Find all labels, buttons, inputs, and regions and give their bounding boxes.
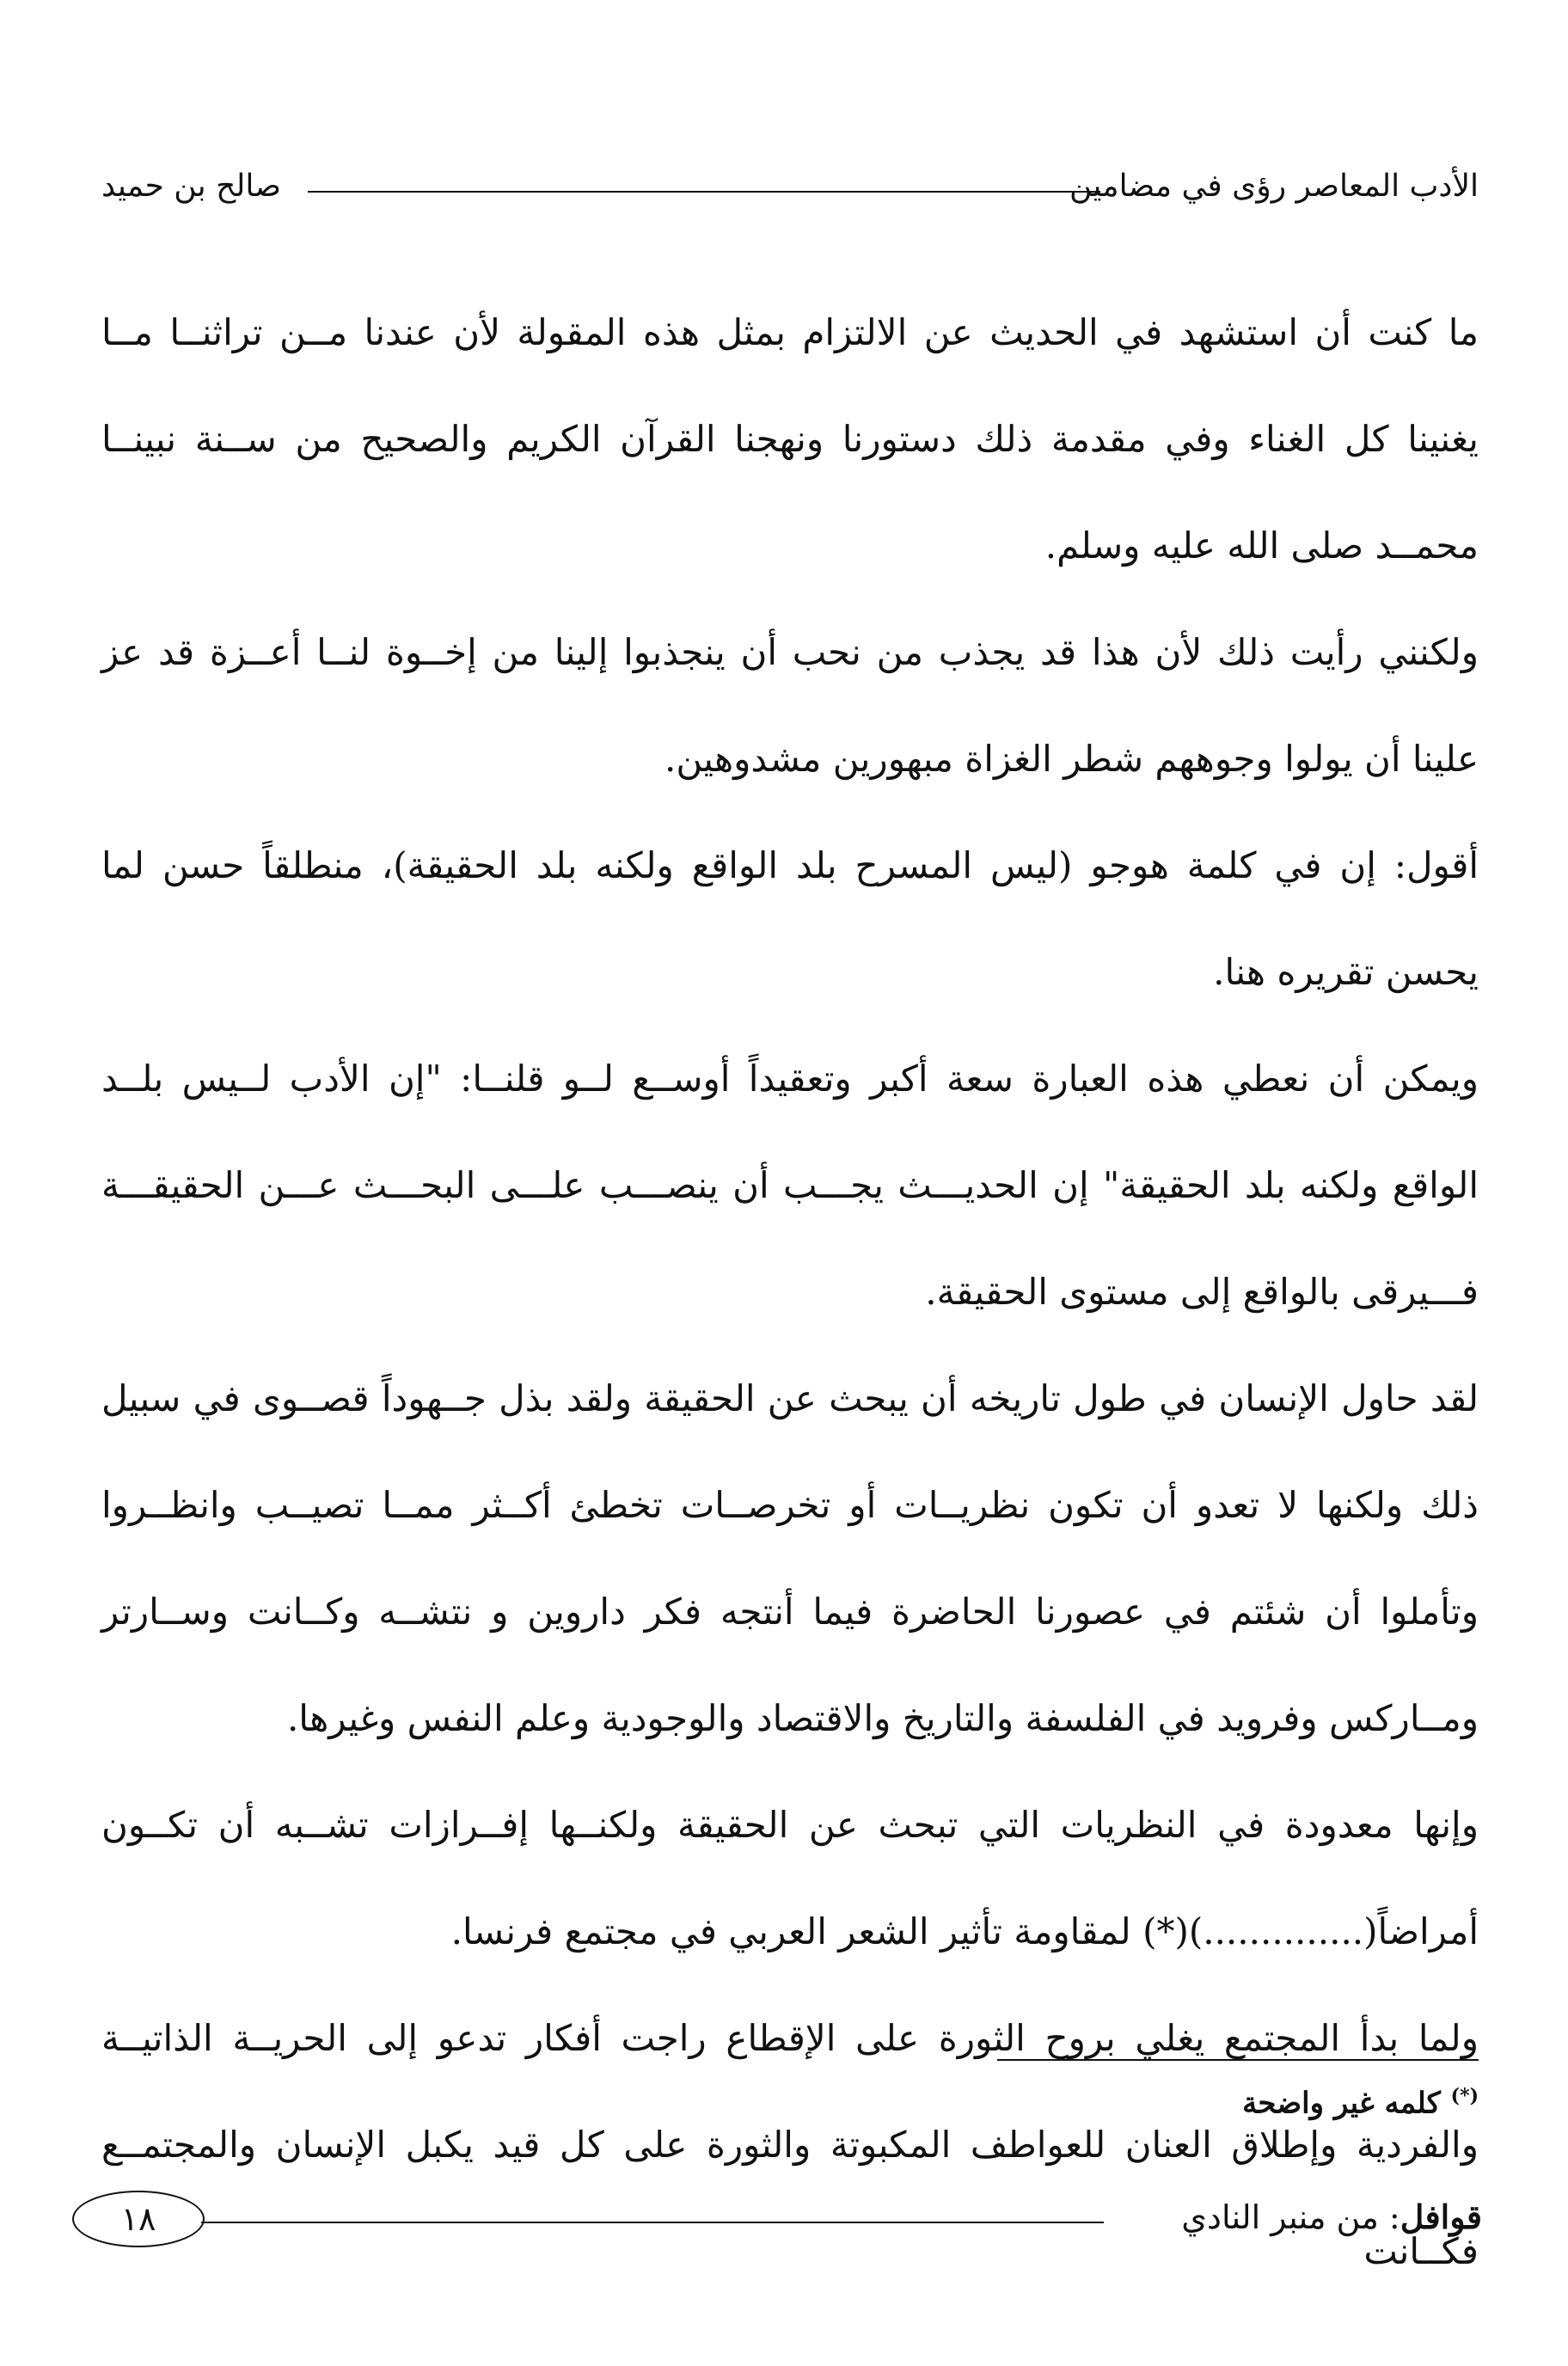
paragraph-1: ما كنت أن استشهد في الحديث عن الالتزام بمثل هذه المقولة لأن عندنا مــن تراثنــا مــا يغنينا كل الغناء وفي مقدمة ذلك دستورنا ونهجنا القرآن الكريم والصحيح من ســنة نبينــا محمــد صلى الله عليه وسلم. <box>101 311 1479 567</box>
footer-subtitle: : من منبر النادي <box>1181 2198 1400 2236</box>
page-number: ١٨ <box>72 2191 205 2247</box>
footnote-rule <box>997 2059 1479 2061</box>
paragraph-5: لقد حاول الإنسان في طول تاريخه أن يبحث عن الحقيقة ولقد بذل جــهوداً قصــوى في سبيل ذلك ولكنها لا تعدو أن تكون نظريــات أو تخرصــات تخطئ أكــثر ممــا تصيــب وانظــروا وتأملوا أن شئتم في عصورنا الحاضرة فيما أنتجه فكر داروين و نتشــه وكــانت وســارتر ومــاركس وفرويد في الفلسفة والتاريخ والاقتصاد والوجودية وعلم النفس وغيرها. <box>101 1377 1479 1739</box>
footer-rule <box>201 2222 1104 2223</box>
footnote-mark: (*) <box>1450 2085 1479 2107</box>
paragraph-2: ولكنني رأيت ذلك لأن هذا قد يجذب من نحب أن ينجذبوا إلينا من إخــوة لنــا أعــزة قد عز علينا أن يولوا وجوههم شطر الغزاة مبهورين مشدوهين. <box>101 631 1479 780</box>
body-text <box>101 279 1479 2305</box>
footnote-text: كلمه غير واضحة <box>1242 2086 1441 2121</box>
footnote <box>1242 2085 1479 2120</box>
header-rule <box>308 191 1100 193</box>
header-author: صالح بن حميد <box>101 169 281 204</box>
running-footer <box>72 2197 1482 2266</box>
paragraph-3: أقول: إن في كلمة هوجو (ليس المسرح بلد الواقع ولكنه بلد الحقيقة)، منطلقاً حسن لما يحسن تقريره هنا. <box>101 844 1479 993</box>
footer-brand <box>1181 2197 1482 2236</box>
running-header <box>101 169 1479 220</box>
paragraph-7: ولما بدأ المجتمع يغلي بروح الثورة على الإقطاع راجت أفكار تدعو إلى الحريــة الذاتيــة والفردية وإطلاق العنان للعواطف المكبوتة والثورة على كل قيد يكبل الإنسان والمجتمــع فكــانت <box>101 2017 1479 2272</box>
paragraph-6: وإنها معدودة في النظريات التي تبحث عن الحقيقة ولكنــها إفــرازات تشــبه أن تكــون أمراضاً(..............)(*) لمقاومة تأثير الشعر العربي في مجتمع فرنسا. <box>101 1804 1479 1952</box>
paragraph-4: ويمكن أن نعطي هذه العبارة سعة أكبر وتعقيداً أوســع لــو قلنــا: "إن الأدب لــيس بلــد الواقع ولكنه بلد الحقيقة" إن الحديـــث يجـــب أن ينصـــب علـــى البحـــث عـــن الحقيقـــة فـــيرقى بالواقع إلى مستوى الحقيقة. <box>101 1057 1479 1313</box>
footer-series: قوافل <box>1400 2197 1482 2236</box>
header-book-title: الأدب المعاصر رؤى في مضامين <box>1069 169 1479 204</box>
